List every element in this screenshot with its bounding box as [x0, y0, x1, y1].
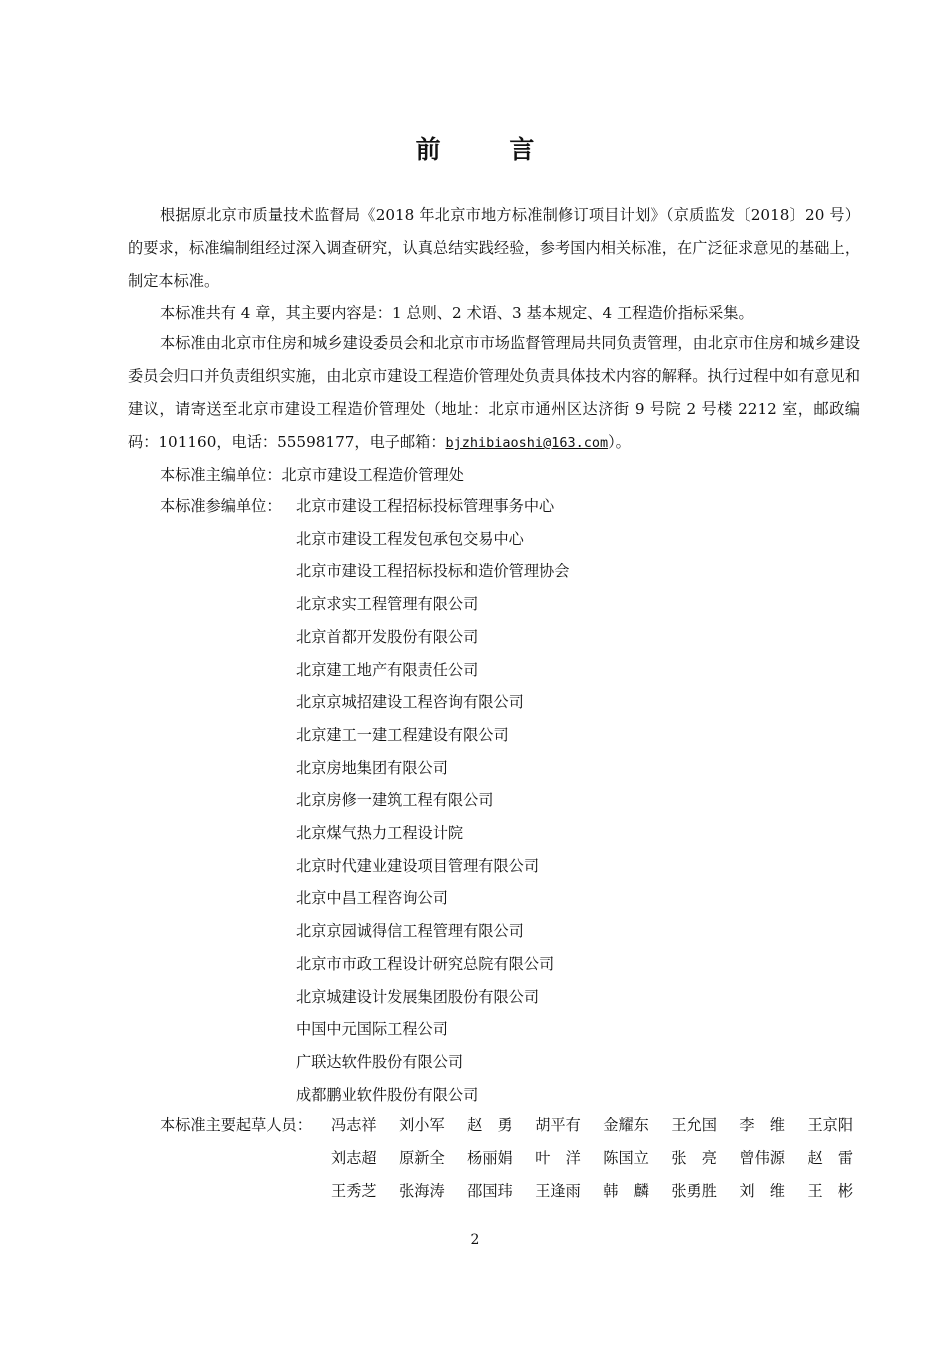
drafters-label: 本标准主要起草人员：	[160, 1116, 312, 1134]
drafter-name: 原新全	[399, 1149, 445, 1167]
drafter-name: 王允国	[671, 1116, 717, 1134]
drafter-name: 叶 洋	[535, 1149, 581, 1167]
paragraph-management	[128, 327, 860, 460]
drafter-name: 赵 雷	[807, 1149, 853, 1167]
participating-unit-item: 北京建工地产有限责任公司	[296, 660, 479, 679]
participating-unit-item: 北京京城招建设工程咨询有限公司	[296, 693, 524, 712]
participating-units-label: 本标准参编单位：	[160, 497, 282, 515]
drafters-row	[331, 1175, 853, 1208]
drafters-row	[331, 1109, 853, 1142]
email-link[interactable]: bjzhibiaoshi@163.com	[445, 435, 609, 451]
drafter-name: 王 彬	[807, 1182, 853, 1200]
chief-unit-line	[160, 459, 464, 492]
drafter-name: 王京阳	[807, 1116, 853, 1134]
drafter-name: 赵 勇	[467, 1116, 513, 1134]
participating-unit-item: 北京市建设工程招标投标管理事务中心	[296, 497, 555, 515]
participating-unit-item: 广联达软件股份有限公司	[296, 1052, 464, 1071]
drafter-name: 曾伟源	[739, 1149, 785, 1167]
drafter-name: 韩 麟	[603, 1182, 649, 1200]
drafter-name: 陈国立	[603, 1149, 649, 1167]
participating-unit-item: 北京建工一建工程建设有限公司	[296, 725, 509, 744]
management-text-end: ）。	[608, 433, 631, 451]
participating-unit-item: 北京市建设工程发包承包交易中心	[296, 529, 524, 548]
participating-unit-item: 北京房地集团有限公司	[296, 758, 448, 777]
management-text: 本标准由北京市住房和城乡建设委员会和北京市市场监督管理局共同负责管理，由北京市住房和城乡建设委员会归口并负责组织实施，由北京市建设工程造价管理处负责具体技术内容的解释。执行过程中如有意见和建议，请寄送至北京市建设工程造价管理处（地址：北京市通州区达济街 9 号院 2 号楼 2212 室，邮政编码：101160，电话：55598177，电子邮箱：	[128, 334, 860, 451]
participating-unit-item: 北京房修一建筑工程有限公司	[296, 791, 494, 810]
paragraph-contents: 本标准共有 4 章，其主要内容是：1 总则、2 术语、3 基本规定、4 工程造价指标采集。	[160, 304, 754, 322]
drafters-row	[331, 1142, 853, 1175]
drafter-name: 胡平有	[535, 1116, 581, 1134]
participating-unit-item: 北京求实工程管理有限公司	[296, 595, 479, 614]
drafter-name: 李 维	[739, 1116, 785, 1134]
drafter-name: 杨丽娟	[467, 1149, 513, 1167]
participating-unit-item: 北京市建设工程招标投标和造价管理协会	[296, 562, 570, 581]
participating-unit-item: 北京时代建业建设项目管理有限公司	[296, 856, 539, 875]
drafter-name: 金耀东	[603, 1116, 649, 1134]
drafter-name: 张 亮	[671, 1149, 717, 1167]
paragraph-basis: 根据原北京市质量技术监督局《2018 年北京市地方标准制修订项目计划》（京质监发〔2018〕20 号）的要求，标准编制组经过深入调查研究，认真总结实践经验，参考国内相关标准，在广泛征求意见的基础上，制定本标准。	[128, 206, 860, 290]
drafter-name: 张勇胜	[671, 1182, 717, 1200]
drafter-name: 邵国玮	[467, 1182, 513, 1200]
drafter-name: 张海涛	[399, 1182, 445, 1200]
drafter-name: 冯志祥	[331, 1116, 377, 1134]
participating-unit-item: 北京中昌工程咨询公司	[296, 889, 448, 908]
drafter-name: 刘志超	[331, 1149, 377, 1167]
participating-unit-item: 北京市市政工程设计研究总院有限公司	[296, 954, 555, 973]
chief-unit-value: 北京市建设工程造价管理处	[281, 466, 464, 484]
chief-unit-label: 本标准主编单位：	[160, 466, 282, 484]
participating-unit-item: 成都鹏业软件股份有限公司	[296, 1085, 479, 1104]
participating-unit-item: 北京城建设计发展集团股份有限公司	[296, 987, 539, 1006]
drafter-name: 王秀芝	[331, 1182, 377, 1200]
participating-unit-item: 北京京园诚得信工程管理有限公司	[296, 922, 524, 941]
drafter-name: 刘小军	[399, 1116, 445, 1134]
drafter-name: 王逢雨	[535, 1182, 581, 1200]
page-number: 2	[470, 1232, 480, 1248]
participating-unit-item: 北京煤气热力工程设计院	[296, 824, 464, 842]
participating-unit-item: 北京首都开发股份有限公司	[296, 627, 479, 646]
page-title: 前 言	[415, 135, 565, 164]
drafter-name: 刘 维	[739, 1182, 785, 1200]
participating-unit-item: 中国中元国际工程公司	[296, 1020, 448, 1039]
